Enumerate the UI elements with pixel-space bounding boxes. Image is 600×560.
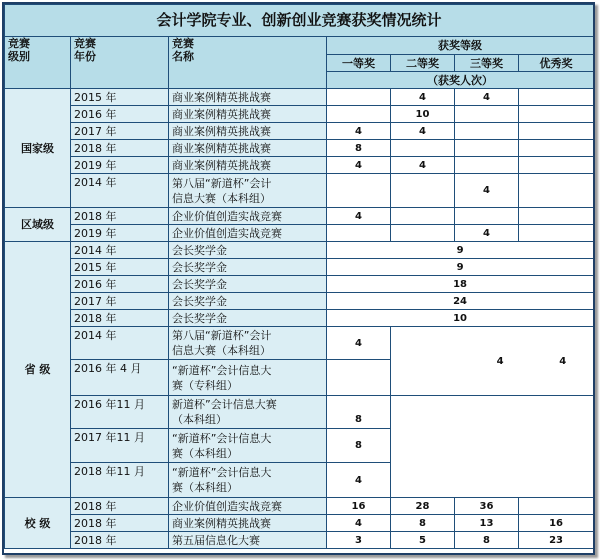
table-row: 2018 年 商业案例精英挑战赛 4 8 13 16 (5, 515, 594, 532)
table-row: 2014 年 第八届“新道杯”会计 信息大赛（本科组） 4 (5, 174, 594, 208)
row-2016-04-second-prize: 4 (496, 355, 504, 367)
level-school: 校 级 (5, 498, 71, 549)
table-row: 2017 年 会长奖学金 24 (5, 293, 594, 310)
award-statistics-table (4, 4, 594, 549)
table-row: 2015 年 会长奖学金 9 (5, 259, 594, 276)
table-row: 2017 年 商业案例精英挑战赛 4 4 (5, 123, 594, 140)
header-third-prize: 三等奖 (455, 55, 519, 72)
header-excellent-prize: 优秀奖 (519, 55, 594, 72)
level-national: 国家级 (5, 89, 71, 208)
table-row: 2016 年 4 月 “新道杯”会计信息大 赛（专科组） (5, 360, 594, 396)
award-table-frame (2, 2, 595, 555)
header-unit: （获奖人次） (327, 72, 594, 89)
table-row: 省 级 2014 年 会长奖学金 9 (5, 242, 594, 259)
header-second-prize: 二等奖 (391, 55, 455, 72)
table-row: 2019 年 企业价值创造实战竞赛 4 (5, 225, 594, 242)
table-row: 2016 年 会长奖学金 18 (5, 276, 594, 293)
header-award-grade: 获奖等级 (327, 37, 594, 55)
table-row: 2018 年 会长奖学金 10 (5, 310, 594, 327)
level-regional: 区域级 (5, 208, 71, 242)
table-row: 2018 年11 月 “新道杯”会计信息大 赛（本科组） 4 (5, 463, 594, 498)
table-row: 2018 年 第五届信息化大赛 3 5 8 23 (5, 532, 594, 549)
header-year: 竞赛 年份 (71, 37, 169, 89)
table-row: 2019 年 商业案例精英挑战赛 4 4 (5, 157, 594, 174)
table-row: 校 级 2018 年 企业价值创造实战竞赛 16 28 36 (5, 498, 594, 515)
table-row: 2016 年 商业案例精英挑战赛 10 (5, 106, 594, 123)
table-row: 国家级 2015 年 商业案例精英挑战赛 4 4 (5, 89, 594, 106)
header-name: 竞赛 名称 (169, 37, 327, 89)
table-title: 会计学院专业、创新创业竞赛获奖情况统计 (5, 5, 594, 37)
level-provincial: 省 级 (5, 242, 71, 498)
table-row: 2017 年11 月 “新道杯”会计信息大 赛（本科组） 8 (5, 429, 594, 463)
table-row: 2014 年 第八届“新道杯”会计 信息大赛（本科组） 4 4 4 (5, 327, 594, 360)
header-first-prize: 一等奖 (327, 55, 391, 72)
row-2016-04-third-prize: 4 (559, 355, 567, 367)
table-row: 2016 年11 月 新道杯”会计信息大赛 （本科组） 8 (5, 396, 594, 429)
header-level: 竞赛 级别 (5, 37, 71, 89)
table-row: 2018 年 商业案例精英挑战赛 8 (5, 140, 594, 157)
table-row: 区域级 2018 年 企业价值创造实战竞赛 4 (5, 208, 594, 225)
